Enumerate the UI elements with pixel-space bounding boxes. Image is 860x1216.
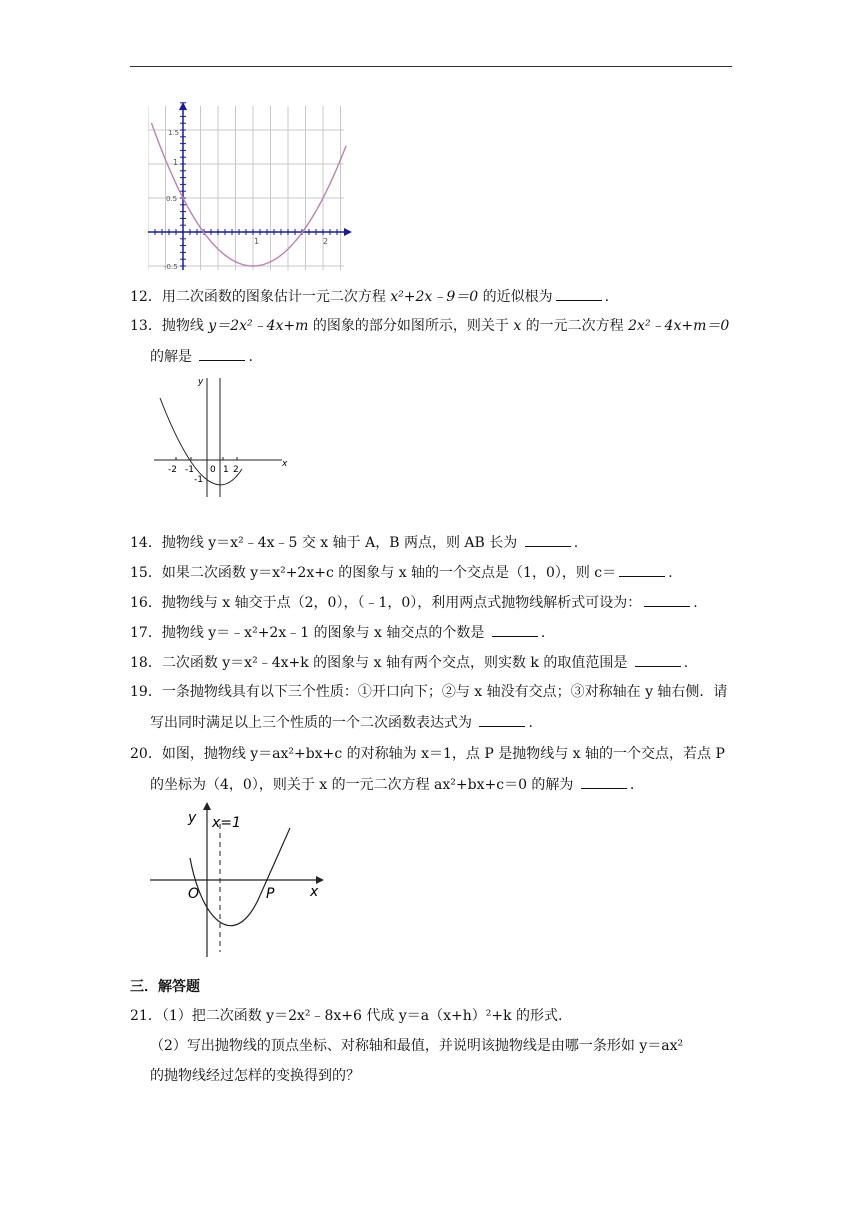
- question-21-part2-line2: 的抛物线经过怎样的变换得到的？: [150, 1068, 360, 1084]
- question-18: 18．二次函数 y＝x²﹣4x+k 的图象与 x 轴有两个交点，则实数 k 的取值范围是 .: [130, 652, 688, 673]
- x-tick-label: 1: [223, 465, 229, 475]
- x-tick-label: -2: [168, 465, 177, 475]
- figure-3-graph: [150, 802, 330, 962]
- question-20: 20．如图，抛物线 y＝ax²+bx+c 的对称轴为 x＝1，点 P 是抛物线与 x 轴的一个交点，若点 P: [130, 746, 725, 762]
- question-text: 的近似根为: [478, 289, 553, 305]
- y-tick-label: 0.5: [166, 195, 178, 203]
- x-tick-label: -1: [185, 465, 194, 475]
- axis-y-label: y: [198, 377, 204, 387]
- answer-blank[interactable]: [644, 592, 690, 607]
- answer-blank[interactable]: [635, 652, 681, 667]
- x-axis-arrow-icon: [344, 228, 352, 236]
- equation: x²+2x﹣9＝0: [390, 289, 479, 305]
- y-axis-arrow-icon: [203, 802, 211, 810]
- question-21-part2: （2）写出抛物线的顶点坐标、对称轴和最值，并说明该抛物线是由哪一条形如 y＝ax²: [150, 1038, 684, 1054]
- question-14: 14．抛物线 y＝x²﹣4x﹣5 交 x 轴于 A，B 两点，则 AB 长为 .: [130, 532, 578, 553]
- x-tick-label: 1: [254, 237, 260, 246]
- parabola-curve: [190, 828, 290, 926]
- answer-blank[interactable]: [556, 286, 602, 301]
- answer-blank[interactable]: [525, 532, 571, 547]
- axis-y-label: y: [188, 810, 197, 826]
- question-13-line2: 的解是 .: [150, 346, 253, 367]
- question-21: 21．（1）把二次函数 y＝2x²﹣8x+6 代成 y＝a（x+h）²+k 的形式.: [130, 1008, 563, 1024]
- origin-label: O: [188, 886, 200, 902]
- answer-blank[interactable]: [199, 346, 245, 361]
- equation: y＝2x²﹣4x+m: [208, 318, 309, 334]
- y-tick-label: 1.5: [168, 129, 180, 137]
- header-rule: [130, 66, 732, 67]
- axis-x-label: x: [282, 459, 288, 469]
- question-13: 13．抛物线 y＝2x²﹣4x+m 的图象的部分如图所示，则关于 x 的一元二次方程 2x²﹣4x+m＝0: [130, 318, 730, 334]
- x-tick-label: 2: [233, 465, 239, 475]
- answer-blank[interactable]: [479, 712, 525, 727]
- figure-1-graph: [148, 100, 352, 272]
- figure-2-graph: [150, 372, 295, 502]
- axis-x-label: x: [310, 884, 319, 900]
- x-axis-arrow-icon: [316, 876, 324, 884]
- section-heading: 三．解答题: [130, 979, 200, 995]
- y-tick-label: 1: [173, 158, 179, 167]
- question-19: 19．一条抛物线具有以下三个性质：①开口向下；②与 x 轴没有交点；③对称轴在 y 轴右侧．请: [130, 684, 728, 700]
- y-tick-label: -1: [194, 475, 203, 485]
- question-12: 12．用二次函数的图象估计一元二次方程 x²+2x﹣9＝0 的近似根为 .: [130, 286, 609, 307]
- question-text: 用二次函数的图象估计一元二次方程: [161, 289, 391, 305]
- x-tick-label: 2: [323, 237, 329, 246]
- question-20-line2: 的坐标为（4，0），则关于 x 的一元二次方程 ax²+bx+c＝0 的解为 .: [150, 774, 634, 795]
- question-17: 17．抛物线 y＝﹣x²+2x﹣1 的图象与 x 轴交点的个数是 .: [130, 622, 545, 643]
- parabola-curve: [152, 123, 347, 266]
- question-number: 12．: [130, 289, 162, 305]
- equation: 2x²﹣4x+m＝0: [628, 318, 730, 334]
- point-p-label: P: [266, 886, 275, 902]
- question-16: 16．抛物线与 x 轴交于点（2，0），（﹣1，0），利用两点式抛物线解析式可设为： .: [130, 592, 698, 613]
- answer-blank[interactable]: [619, 562, 665, 577]
- question-15: 15．如果二次函数 y＝x²+2x+c 的图象与 x 轴的一个交点是（1，0），则 c＝ .: [130, 562, 673, 583]
- origin-label: 0: [210, 465, 216, 475]
- answer-blank[interactable]: [492, 622, 538, 637]
- y-tick-label: -0.5: [164, 263, 178, 271]
- question-19-line2: 写出同时满足以上三个性质的一个二次函数表达式为 .: [150, 712, 533, 733]
- answer-blank[interactable]: [581, 774, 627, 789]
- symmetry-label: x=1: [212, 815, 241, 831]
